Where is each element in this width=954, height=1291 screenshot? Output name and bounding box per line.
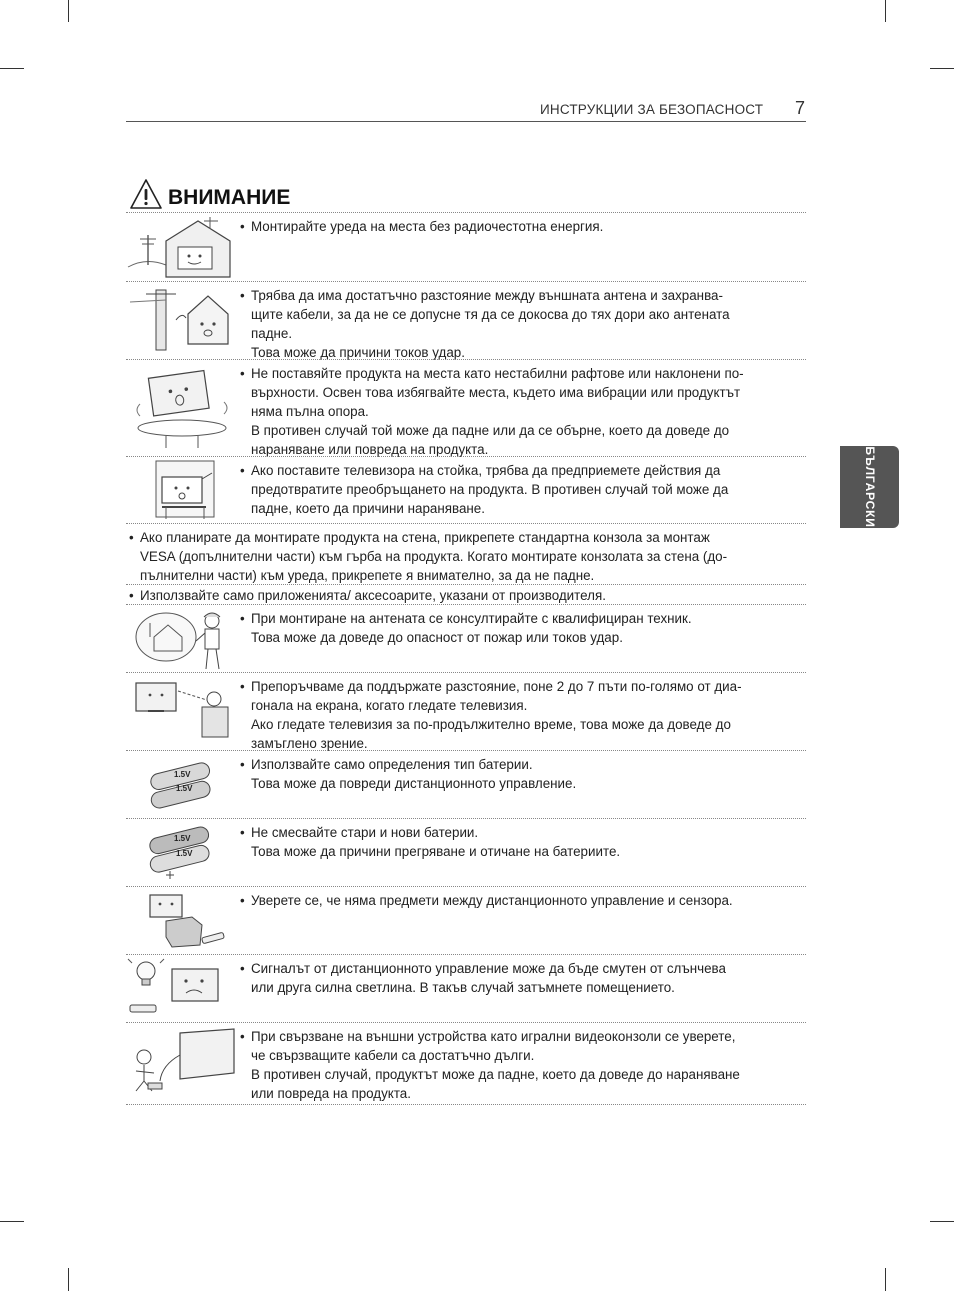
tv-stand-wall-icon [126, 459, 244, 521]
list-item [126, 456, 806, 523]
section-header: ИНСТРУКЦИИ ЗА БЕЗОПАСНОСТ [540, 102, 764, 117]
text-line: гонала на екрана, когато гледате телевизия. [251, 698, 528, 713]
text-line: Това може да причини токов удар. [251, 345, 465, 360]
viewing-distance-icon [126, 675, 244, 745]
technician-icon [126, 607, 244, 671]
text-line: падне, което да причини нараняване. [251, 501, 485, 516]
text-line: Препоръчваме да поддържате разстояние, поне 2 до 7 пъти по-голямо от диа- [251, 679, 742, 694]
text-line: или друга силна светлина. В такъв случай затъмнете помещението. [251, 980, 675, 995]
list-item [126, 584, 806, 604]
text-line: щите кабели, за да не се допусне тя да се докосва до тях дори ако антената [251, 307, 730, 322]
text-line: Сигналът от дистанционното управление може да бъде смутен от слънчева [251, 961, 726, 976]
list-item [126, 281, 806, 359]
crop-mark [0, 68, 24, 69]
list-item [126, 1022, 806, 1105]
list-item [126, 212, 806, 281]
battery-label: 1.5V [174, 834, 191, 843]
antenna-power-line-icon [126, 284, 244, 354]
cable-length-icon [126, 1025, 244, 1101]
list-item-text [129, 586, 806, 605]
language-label: БЪЛГАРСКИ [863, 446, 877, 528]
bright-light-icon [126, 957, 244, 1019]
text-line: Това може да доведе до опасност от пожар или токов удар. [251, 630, 623, 645]
list-item [126, 954, 806, 1022]
list-item [126, 359, 806, 456]
bullet: • [240, 757, 245, 772]
text-line: Ако гледате телевизия за по-продължително време, това може да доведе до [251, 717, 731, 732]
text-line: падне. [251, 326, 293, 341]
text-line: че свързващите кабели са достатъчно дълги. [251, 1048, 535, 1063]
list-item [126, 604, 806, 672]
text-line: Не поставяйте продукта на места като нестабилни рафтове или наклонени по- [251, 366, 744, 381]
list-item [126, 818, 806, 886]
list-item-text [240, 1027, 806, 1103]
list-item [126, 886, 806, 954]
crop-mark [885, 0, 886, 22]
bullet: • [240, 366, 245, 381]
list-item-text [240, 364, 806, 459]
text-line: Използвайте само приложенията/ аксесоарите, указани от производителя. [140, 588, 606, 603]
header-rule [126, 121, 806, 122]
battery-icon [126, 753, 244, 815]
crop-mark [930, 1221, 954, 1222]
text-line: замъглено зрение. [251, 736, 368, 751]
list-item [126, 672, 806, 750]
list-item-text [240, 891, 806, 910]
text-line: пълнителни части) към уреда, прикрепете я внимателно, за да не падне. [140, 568, 595, 583]
caution-heading [129, 176, 290, 210]
text-line: Не смесвайте стари и нови батерии. [251, 825, 479, 840]
list-item-text [240, 823, 806, 861]
list-item-text [240, 959, 806, 997]
text-line: При свързване на външни устройства като игрални видеоконзоли се уверете, [251, 1029, 736, 1044]
unstable-tv-icon [126, 362, 244, 450]
text-line: Това може да повреди дистанционното управление. [251, 776, 577, 791]
text-line: или повреда на продукта. [251, 1086, 411, 1101]
text-line: Трябва да има достатъчно разстояние между външната антена и захранва- [251, 288, 723, 303]
text-line: Уверете се, че няма предмети между дистанционното управление и сензора. [251, 893, 733, 908]
crop-mark [885, 1268, 886, 1291]
list-item [126, 750, 806, 818]
bullet: • [240, 463, 245, 478]
bullet: • [240, 825, 245, 840]
text-line: няма пълна опора. [251, 404, 369, 419]
list-item-text [240, 461, 806, 518]
bullet: • [129, 530, 134, 545]
list-item-text [240, 677, 806, 753]
house-antenna-icon [126, 215, 244, 279]
text-line: В противен случай той може да падне или да се обърне, което да доведе до [251, 423, 730, 438]
text-line: Ако поставите телевизора на стойка, трябва да предприемете действия да [251, 463, 721, 478]
bullet: • [240, 219, 245, 234]
crop-mark [930, 68, 954, 69]
text-line: върхности. Освен това избягвайте места, където има вибрации или продуктът [251, 385, 741, 400]
battery-label: 1.5V [176, 849, 193, 858]
list-item-text [240, 609, 806, 647]
page-number: 7 [795, 98, 806, 118]
list-item [126, 523, 806, 584]
list-item-text [240, 286, 806, 362]
caution-list [126, 212, 806, 1105]
battery-label: 1.5V [176, 784, 193, 793]
bullet: • [240, 893, 245, 908]
text-line: VESA (допълнителни части) към гърба на продукта. Когато монтирате конзолата за стена (до- [140, 549, 728, 564]
list-item-text [129, 528, 806, 585]
text-line: Ако планирате да монтирате продукта на стена, прикрепете стандартна конзола за монтаж [140, 530, 710, 545]
text-line: В противен случай, продуктът може да падне, което да доведе до нараняване [251, 1067, 740, 1082]
text-line: Използвайте само определения тип батерии. [251, 757, 533, 772]
mixed-battery-icon [126, 821, 244, 883]
text-line: нараняване или повреда на продукта. [251, 442, 489, 457]
text-line: предотвратите преобръщането на продукта. В противен случай той може да [251, 482, 729, 497]
bullet: • [240, 961, 245, 976]
bullet: • [240, 1029, 245, 1044]
list-item-text [240, 217, 806, 236]
language-tab [840, 446, 899, 528]
text-line: При монтиране на антената се консултирайте с квалифициран техник. [251, 611, 692, 626]
warning-triangle-icon [129, 178, 163, 210]
list-item-text [240, 755, 806, 793]
crop-mark [0, 1221, 24, 1222]
caution-title: ВНИМАНИЕ [168, 186, 291, 209]
crop-mark [68, 1268, 69, 1291]
bullet: • [240, 679, 245, 694]
battery-label: 1.5V [174, 770, 191, 779]
text-line: Това може да причини прегряване и отичане на батериите. [251, 844, 621, 859]
crop-mark [68, 0, 69, 22]
bullet: • [240, 611, 245, 626]
text-line: Монтирайте уреда на места без радиочестотна енергия. [251, 219, 604, 234]
bullet: • [129, 588, 134, 603]
remote-obstacle-icon [126, 889, 244, 951]
bullet: • [240, 288, 245, 303]
